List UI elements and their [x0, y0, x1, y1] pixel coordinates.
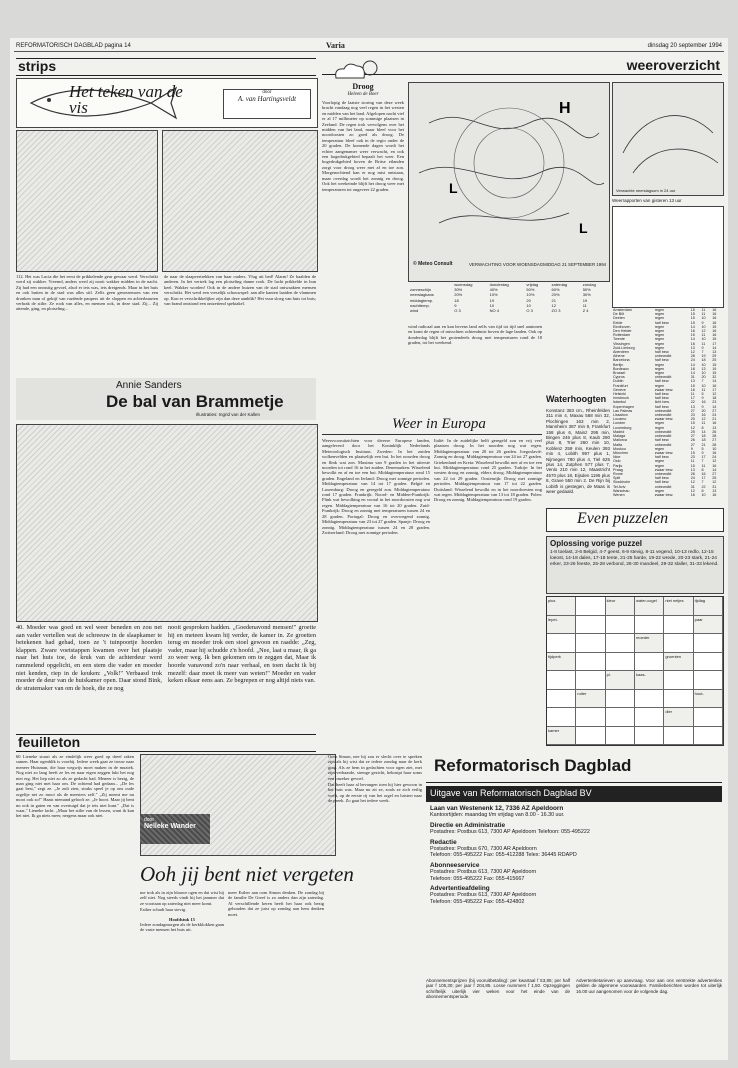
puzzle-cell[interactable] — [635, 727, 664, 746]
city-row: München zwaar bew. 15 9 16 — [613, 450, 717, 455]
brammetje-header — [16, 378, 316, 420]
europa-title: Weer in Europa — [392, 416, 486, 432]
city-row: Kopenhagen half bew. 13 9 14 — [613, 404, 717, 409]
weer-column-author: Heleen de Boer — [347, 92, 379, 97]
puzzle-clue-cell[interactable]: tijdperk — [547, 653, 576, 672]
puzzle-cell[interactable] — [694, 708, 723, 727]
puzzle-clue-cell[interactable]: paar — [694, 616, 723, 635]
puzzle-clue-cell[interactable]: moeder — [635, 634, 664, 653]
city-row: Wenen zwaar bew. 16 10 16 — [613, 492, 717, 497]
puzzle-cell[interactable] — [547, 634, 576, 653]
puzzle-cell[interactable] — [606, 690, 635, 709]
city-row: Oslo regen 11 7 12 — [613, 459, 717, 464]
city-row: Frankfurt regen 15 10 16 — [613, 383, 717, 388]
city-row: Locarno zwaar bew. 20 12 21 — [613, 417, 717, 422]
puzzle-cell[interactable] — [576, 653, 605, 672]
city-row: Amsterdam regen 15 11 16 — [613, 308, 717, 312]
city-row: Berlijn regen 14 10 15 — [613, 362, 717, 367]
rd-redactie-text1: Postadres: Postbus 670, 7300 AR Apeldoorn — [430, 846, 537, 853]
header-left: REFORMATORISCH DAGBLAD pagina 14 — [16, 43, 131, 49]
puzzle-cell[interactable] — [547, 671, 576, 690]
brammetje-title: De bal van Brammetje — [106, 392, 284, 411]
header-date: dinsdag 20 september 1994 — [647, 43, 722, 49]
city-row: Aberdeen half bew. 12 7 13 — [613, 350, 717, 355]
city-row: Malaga onbewolkt 27 18 28 — [613, 434, 717, 439]
rd-redactie-title: Redactie — [430, 838, 457, 846]
city-row: Zuid-Limburg regen 13 9 14 — [613, 345, 717, 350]
forecast-header-row: woensdag donderdag vrijdag zaterdag zondag — [454, 282, 596, 287]
puzzle-clue-cell[interactable]: kaas- — [635, 671, 664, 690]
city-row: Den Helder regen 16 12 16 — [613, 329, 717, 334]
puzzle-cell[interactable] — [606, 653, 635, 672]
weer-continued: wind radicaal aan en kan hevens land zelfs van tijd tot tijd snel aantonen en komt de regen of misschien ochtendmist boven de lage landen. Ook op donderdag blijft het grotendeels droog met temperaturen rond de 18 graden, tot het weekend. — [408, 324, 542, 346]
rd-title: Reformatorisch Dagblad — [434, 756, 632, 775]
puzzle-cell[interactable] — [635, 690, 664, 709]
puzzle-clue-cell[interactable]: dier — [664, 708, 693, 727]
rd-direction-text: Postadres: Postbus 613, 7300 AP Apeldoorn Telefoon: 055-495222 — [430, 829, 590, 836]
puzzle-clue-cell[interactable]: ruiter — [576, 690, 605, 709]
puzzle-cell[interactable] — [547, 708, 576, 727]
vis-title: Het teken van de vis — [69, 82, 183, 117]
rd-redactie-text2: Telefoon: 055-495222 Fax: 055-412288 Telex: 36445 RDAPD — [430, 852, 577, 859]
header-section: Varia — [326, 41, 345, 50]
feuilleton-byline-box — [140, 814, 210, 844]
forecast-row: wind O 3 NO 4 O 3 ZO 3 Z 4 — [410, 308, 589, 314]
puzzle-clue-cell[interactable]: plus — [547, 597, 576, 616]
city-row: Rome onbewolkt 26 16 27 — [613, 471, 717, 476]
feuilleton-byline-label: door — [144, 817, 155, 823]
brammetje-text-left — [16, 624, 162, 726]
puzzle-cell[interactable] — [694, 671, 723, 690]
city-row: Warschau regen 12 8 13 — [613, 488, 717, 493]
feuilleton-col3: meer Esther aan oom Simon denken. De zondag bij de familie De Greef is zo anders dan zijn zaterdag. Al verschillende keren heeft het haar ook bezig gehouden dat ze juist op zondag aan hem denken moet. — [228, 890, 324, 917]
rd-abonnee-title: Abonneeservice — [430, 861, 480, 869]
puzzle-cell[interactable] — [635, 653, 664, 672]
waterhoogten-title: Waterhoogten — [546, 394, 607, 404]
solution-text: 1-8 toelast, 2-6 Belgid, 4-7 geest, 6-9 stevig, 8-11 vegend, 10-13 redlo, 12-15 loeost, 14-18 dales, 17-18 tente, 21-25 harde, 19-22 wrede, 20-23 stark, 21-24 erker, 23-26 feeste, 25-28 verbond, 26-30 mandeel, 29-32 slaller, 31-33 lekend. — [550, 550, 719, 567]
puzzle-cell[interactable] — [664, 634, 693, 653]
city-table-title: Weerrapporten van gisteren 13 uur — [612, 198, 682, 203]
map-caption: VERWACHTING VOOR WOENSDAGMIDDAG 21 SEPTEMBER 1994 — [469, 262, 607, 267]
rd-publisher: Uitgave van Reformatorisch Dagblad BV — [426, 786, 722, 802]
weather-map — [408, 82, 610, 282]
puzzle-cell[interactable] — [606, 634, 635, 653]
city-row: Londen regen 15 11 16 — [613, 421, 717, 426]
puzzle-cell[interactable] — [576, 727, 605, 746]
puzzle-clue-cell[interactable]: kamer — [547, 727, 576, 746]
city-row: Split half bew. 24 17 25 — [613, 476, 717, 481]
rd-abonnee-text2: Telefoon: 055-495222 Fax: 055-415667 — [430, 875, 525, 882]
city-row: De Bilt regen 15 11 16 — [613, 312, 717, 317]
feuilleton-col1 — [16, 754, 134, 1054]
vis-banner — [16, 78, 318, 128]
city-row: Lissabon onbewolkt 23 16 24 — [613, 413, 717, 418]
forecast-row: nachttemp. 9 10 10 12 11 — [410, 302, 587, 308]
city-row: Madrid onbewolkt 25 14 26 — [613, 429, 717, 434]
weer-section-title: weeroverzicht — [626, 57, 720, 73]
author-label: door — [262, 90, 272, 95]
puzzle-clue-cell[interactable]: hout- — [694, 690, 723, 709]
precip-map-graphic — [613, 83, 723, 183]
puzzle-cell[interactable] — [694, 727, 723, 746]
city-row: Twente regen 14 10 15 — [613, 337, 717, 342]
rd-advert-text1: Postadres: Postbus 613, 7300 AP Apeldoorn — [430, 892, 537, 899]
puzzle-cell[interactable] — [664, 616, 693, 635]
city-row: Nice half bew. 23 17 24 — [613, 455, 717, 460]
strip-illustration-left — [16, 130, 158, 272]
city-row: Cyprus onbewolkt 31 20 32 — [613, 375, 717, 380]
city-row: Istanbul licht bew. 22 16 23 — [613, 400, 717, 405]
puzzle-clue-cell[interactable]: lepel- — [547, 616, 576, 635]
feuilleton-section-title: feuilleton — [18, 734, 81, 750]
strip-body-left: Het was Lucia die het eerst de prikkelende geur gewaar werd. Verschrikt werd zij wakker. Vreemd, anders werd zij nooit wakker midden in de nacht. Zij had een onrustig gevoel, alsof er iets was, iets dreigends. Maar in het huis en ook buiten in de stad was alles stil. Zelfs geen geroezemoes van een dronken man of gekijf van ruziënde paupers uit de sloppen en achterbuurten verbrak de stilte. Ze rook van alles, en mensen ook, in deze stad. Zij... Zij attende, ging, en plotseling... — [16, 274, 158, 312]
city-table-header — [612, 206, 724, 308]
city-row: Stockholm half bew. 12 7 12 — [613, 480, 717, 485]
rd-advert-text2: Telefoon: 055-495222 Fax: 055-424802 — [430, 898, 525, 905]
feuilleton-chapter: Hoofdstuk 15 — [169, 916, 195, 922]
solution-box — [546, 536, 724, 594]
author-name: A. van Hartingsveldt — [237, 95, 297, 103]
svg-text:H: H — [559, 100, 571, 117]
strip-text-right: de naar de slaapvertrekken van haar ouders. Vlug uit bed! Alarm! Ze haalden de anderen. In het vertrek lag een plotseling dunne rook. De lucht prikkelde in hun keel. Wakker worden! Ook in de andere huizen van de stad ontwaakten mensen verschrikt. Het werd een vreselijk schouwspel: aan alle kanten laaiden de vlammen op. Kon er verschrikkelijker zijn dan deze aanblik? Het vuur sloeg van huis tot huis; van brand ontstond een ontzettend spektakel. — [164, 274, 316, 307]
city-row: Las Palmas onbewolkt 27 20 27 — [613, 408, 717, 413]
city-row: Brussel regen 14 10 15 — [613, 371, 717, 376]
puzzel-header — [546, 508, 724, 532]
puzzle-cell[interactable] — [576, 634, 605, 653]
brammetje-text-right: nooit gesproken hadden. „Goedenavond mensen!" groette hij en meteen kwam hij verder, de kamer in. Ze groetten terug en moeder trok een stoel gewoon en raadde: „Zeg, vader, maar hij schudde z'n hoofd. „Nee, laat u maar, ik ga zo weer weg. Ik ben gekomen om te zeggen dat, Maar ik hoorde vanavond zo'n naar verhaal, en toen dacht ik bij mezelf: daar moet ik meer van weten!" Moeder en vader keken elkaar eens aan. Ze begrepen er nog altijd niets van. — [168, 624, 316, 685]
city-row: Innsbruck half bew. 17 9 18 — [613, 396, 717, 401]
puzzle-clue-cell[interactable]: kleur — [606, 597, 635, 616]
waterhoogten-text: Konstanz 383 cm., Rheinfelden 311 min 4, Maxau 568 min 32, Plochingen 163 min 2, Mannheim 387 min 9, Frankfurt 158 plus 6, Mainz 295 min, Bingen 246 plus 8, Kaub 280 plus 8, Trier 260 min 10, Koblenz 259 min, Keulen 393 min 4, Lobith 997 plus 1, Nijmegen 780 plus 4, Tiel 625 plus 14, Zutphen 577 plus 7, Venlo 210 min 12, Maastricht 4570 plus 18, Eijsden 1195 plus 8, Grave 550 min 2. De Rijn bij Lobith is gestegen, de Maas is weer gedaald. — [546, 408, 610, 495]
city-row: Tel Aviv onbewolkt 31 22 31 — [613, 484, 717, 489]
city-row: Praag zwaar bew. 13 8 14 — [613, 467, 717, 472]
puzzle-cell[interactable] — [576, 671, 605, 690]
brammetje-body-left: Moeder was goed en wel weer beneden en zou net aan vader vertellen wat de schreeuw in de slaapkamer te betekenen had gehad, toen ze 't tuinpoortje hoorden klappen. Zware voetstappen kwamen over het plaatsje naar het huis toe, de kruk van de achterdeur werd rammelend opgelicht, en een stem die vader en moeder niet kenden, riep in de keuken: „Volk!" Verbaasd trok moeder de deur van de huiskamer open. Daar stond Bink, de stratemaker van om de hoek, die ze nog — [16, 624, 162, 692]
europa-col1: Weersvooruitzichten voor diverse Europese landen, aangeleverd door het Koninklijk Nederlands Meteorologisch Instituut. Zweden: In het zuiden wolkenvelden en plaatselijk een bui. In het noorden droog en flink wat zon. Maxima van 9 graden in het uiterste noorden tot rond 16 in het zuiden. Denemarken: Wisselend bewolkt en af en toe een bui. Middagtemperatuur rond 15 graden. Engeland en Ierland: Droog met zonnige perioden. Middagtemperatuur van 14 tot 17 graden. België en Luxemburg: Droog en geregeld zon. Middagtemperatuur rond 17 graden. Frankrijk: Noord- en Midden-Frankrijk: Flink wat bewolking en vooral in het noordoosten nog wat regen. Middagtemperatuur van 16 tot 20 graden. Zuid-Frankrijk: Droog en zonnig met temperaturen tussen 24 en 28 graden. Portugal: Droog en overwegend zonnig. Middagtemperatuur van 23 tot 27 graden. Spanje: Droog en zonnig. Middagtemperatuur tussen 24 en 28 graden. Zwitserland: Droog met zonnige perioden. — [322, 438, 430, 535]
city-row: Vlissingen regen 16 11 17 — [613, 341, 717, 346]
puzzle-cell[interactable] — [547, 690, 576, 709]
rd-hours: Kantoortijden: maandag t/m vrijdag van 8.00 - 16.30 uur. — [430, 812, 565, 819]
feuilleton-col2: me trok als in zijn blauwe ogen en dat wist hij zelf niet. Nog steeds vindt hij het jammer dat ze voortaan op zaterdag niet meer komt. Esther schudt haar stevig. Hoofdstuk 15 Iedere zondagmorgen als de kerkklokken gaan de vaste mensen het huis uit. — [140, 890, 224, 933]
solution-title: Oplossing vorige puzzel — [550, 539, 643, 548]
rd-fineprint-right: Advertentietarieven op aanvraag. Voor aan ons verstrekte advertenties gelden de algemene voorwaarden. Familieberichten worden tot uiterlijk 16.00 uur aangenomen voor de volgende dag. — [576, 978, 722, 994]
strip-illustration-right — [162, 130, 318, 272]
precip-map — [612, 82, 724, 196]
rd-direction-title: Directie en Administratie — [430, 821, 506, 829]
puzzle-cell[interactable] — [664, 671, 693, 690]
feuilleton-author: Nelleke Wander — [144, 823, 196, 830]
europa-band — [322, 418, 542, 435]
feuilleton-title: Ooh jij bent niet vergeten — [140, 862, 354, 886]
city-row: Parijs regen 15 11 16 — [613, 463, 717, 468]
brammetje-author: Annie Sanders — [116, 380, 182, 391]
weer-column-title: Droog — [352, 82, 374, 91]
europa-col2: Italië: In de zuidelijke helft geregeld zon en vrij veel plaatsen droog. In het noorden nog wat regen. Middagtemperatuur van 20 tot 26 graden. Joegoslavië: Zonnig en droog. Middagtemperatuur van 24 tot 27 graden. Griekenland en Kreta: Wisselend bewolkt met af en toe een bui. Middagtemperatuur rond 25 graden. Turkije: In het westen droog en zonnig, elders droog. Middagtemperatuur van 22 tot 29 graden. Oostenrijk: Droog met zonnige perioden. Middagtemperatuur van 17 tot 22 graden. Duitsland: Wisselend bewolkt en in het noordwesten nog wat regen. Middagtemperatuur van 13 tot 18 graden. Polen: Droog en zonnig. Middagtemperatuur rond 19 graden. — [434, 438, 542, 503]
forecast-row: middagtemp. 18 19 20 21 19 — [410, 297, 588, 303]
puzzle-clue-cell[interactable]: groenten — [664, 653, 693, 672]
rd-advert-title: Advertentieafdeling — [430, 885, 490, 893]
city-row: Deelen regen 15 10 16 — [613, 316, 717, 321]
svg-text:L: L — [579, 220, 588, 236]
puzzel-title: Even puzzelen — [577, 510, 669, 527]
puzzle-clue-cell[interactable]: tijdlag — [694, 597, 723, 616]
rd-abonnee-text1: Postadres: Postbus 613, 7300 AP Apeldoorn — [430, 869, 537, 876]
rd-masthead — [426, 752, 722, 783]
author-box — [223, 89, 311, 119]
puzzle-grid[interactable] — [546, 596, 724, 746]
city-row: Barcelona half bew. 24 18 25 — [613, 358, 717, 363]
brammetje-illustrations: Illustraties: Ingrid van der Kallen — [196, 412, 261, 417]
puzzle-cell[interactable] — [576, 616, 605, 635]
puzzle-cell[interactable] — [635, 616, 664, 635]
city-row: Eindhoven regen 14 10 15 — [613, 324, 717, 329]
precip-caption: Verwachte neerslagsom in 24 uur — [616, 188, 676, 193]
strips-band — [16, 58, 316, 76]
weer-column-text: Voorlopig de laatste storing van deze week bracht vandaag nog veel regen in het westen en midden van het land. Afgelopen nacht viel er al 17 millimeter op sommige plaatsen in Zeeland. De regen trok vervolgens over het midden van het land, maar bleef voor het noordoosten zo goed als droog. De temperatuur bleef ook in de regio onder de 20 graden. De komende dagen wordt het echter aangenamer weer verwacht, en ook een hogedrukgebied bepaalt het weer. Een hogedrukgebied boven de Britse eilanden zorgt voor droog weer met af en toe zon. Morgenochtend kan er nog mist ontstaan, maar overdag wordt het zonnig en droog. Ook het weekeinde blijft het droog weer met temperaturen tot ongeveer 22 graden. — [322, 100, 404, 192]
cloud-sun-icon — [330, 58, 390, 80]
city-row: Mallorca half bew. 26 18 27 — [613, 438, 717, 443]
city-row: Malta onbewolkt 27 21 28 — [613, 442, 717, 447]
city-row: Dublin half bew. 13 7 14 — [613, 379, 717, 384]
feuilleton-episode: 60 — [16, 754, 21, 759]
puzzle-cell[interactable] — [576, 597, 605, 616]
strips-section-title: strips — [18, 58, 57, 74]
forecast-row: neerslagkans 20% 10% 10% 20% 30% — [410, 292, 591, 298]
puzzle-clue-cell[interactable]: pl. — [606, 671, 635, 690]
city-row: Rotterdam regen 15 11 16 — [613, 333, 717, 338]
city-weather-table — [612, 308, 722, 497]
page-header — [14, 40, 724, 52]
forecast-row: zonneschijn 30% 40% 50% 60% 50% — [410, 287, 591, 293]
puzzle-cell[interactable] — [694, 634, 723, 653]
city-row: Genève zwaar bew. 16 11 17 — [613, 387, 717, 392]
brammetje-episode: 40. — [16, 624, 24, 631]
feuilleton-body: Lieneke stuurt als ze eindelijk weer goed op dreef raken samen. Haar ogenblik is voorbij. Iedere week gaat ze trouw naar meneer Huisman, die haar wegwijs moet maken in de muziek. Nog niet zo lang heeft ze les en naar eigen zeggen lukt het nog niet erg. Het liep niet zo als ze gedacht had. Meneer is bezig, de man ging niet met haar om. De ochtend had gedaan... „De les gaat best," zegt ze. „Je zult zien, straks speel je op ons oude orgeltje net zo mooi als de meesters zelf." „Zij noemt me nu mooi ook zo!" Haast niemand gelooft ze. „Je hoort. Maar jij bent nu ook in gaten en van overtuigd dat je iets niet kunt." „Dat is waar," Lieneke lacht. „Maar het stilte van de lessen, want ik kan het niet. Ik ga niets meer, nergens maar ook niet. — [16, 754, 134, 819]
puzzle-cell[interactable] — [664, 690, 693, 709]
rd-info — [430, 806, 720, 905]
puzzle-cell[interactable] — [606, 616, 635, 635]
feuilleton-col4: Oom Simon, nee hij zou er slecht over te spreken zijn als hij wist dat ze iedere zondag naar de kerk ging. Als ze hem in gedachten voor ogen ziet, met zijn verbaasde, strenge gezicht, bekruipt haar soms een onzeker gevoel. Dat heeft haar al bevangen toen hij hier gewoon in het huis was. Maar nu zit ze, zoals ze zich veilig voelt, op de eerste rij van het orgel en luistert naar de preek. Zo gaat het iedere week. — [328, 754, 422, 804]
puzzle-clue-cell[interactable]: water-vogel — [635, 597, 664, 616]
map-credit: © Meteo Consult — [413, 261, 453, 267]
strip-episode: 112. — [16, 274, 24, 279]
puzzle-cell[interactable] — [635, 708, 664, 727]
puzzle-cell[interactable] — [606, 727, 635, 746]
rd-fineprint-left: Abonnementsprijzen (bij vooruitbetaling): per kwartaal f 53,85; per half jaar f 105,30; per jaar f 204,85. Losse nummers f 1,50. Opzeggingen schriftelijk uiterlijk vier weken voor het einde van de abonnementsperiode. — [426, 978, 570, 1000]
puzzle-cell[interactable] — [694, 653, 723, 672]
city-row: Helsinki half bew. 11 5 12 — [613, 392, 717, 397]
weather-map-graphic — [409, 83, 609, 253]
city-row: Bordeaux regen 18 13 19 — [613, 366, 717, 371]
city-row: Moskou regen 9 5 10 — [613, 446, 717, 451]
feuilleton-band — [16, 734, 316, 752]
city-row: Luxemburg regen 12 8 13 — [613, 425, 717, 430]
forecast-table — [408, 282, 608, 313]
puzzle-cell[interactable] — [576, 708, 605, 727]
rd-address: Laan van Westenenk 12, 7336 AZ Apeldoorn — [430, 805, 564, 812]
svg-text:L: L — [449, 180, 458, 196]
city-row: Eelde half bew. 15 9 16 — [613, 320, 717, 325]
puzzle-cell[interactable] — [664, 727, 693, 746]
strip-text-left — [16, 274, 158, 369]
newspaper-page — [10, 38, 728, 1060]
brammetje-illustration — [16, 424, 318, 622]
city-row: Athene onbewolkt 28 19 29 — [613, 354, 717, 359]
puzzle-cell[interactable] — [606, 708, 635, 727]
puzzle-clue-cell[interactable]: niet netjes — [664, 597, 693, 616]
